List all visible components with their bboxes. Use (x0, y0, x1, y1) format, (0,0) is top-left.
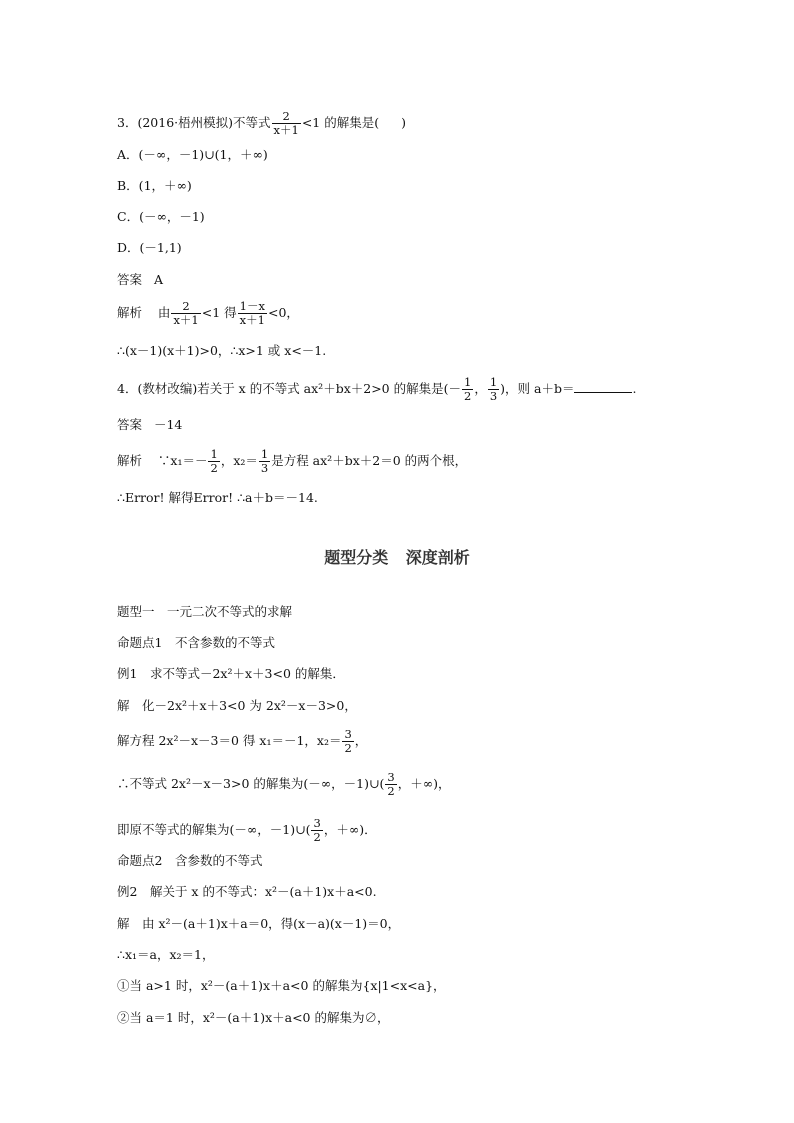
example-1-step3: ∴不等式 2x²－x－3>0 的解集为(－∞，－1)∪( $\frac{3}{2}$ ，＋∞)， (117, 770, 451, 798)
topic-heading: 题型一 一元二次不等式的求解 (117, 604, 293, 619)
q3-option-d: D．(－1,1) (117, 240, 182, 255)
section-title: 题型分类 深度剖析 (324, 548, 470, 567)
q4-analysis: 解析 ∵x₁＝－ $\frac{1}{2}$ ，x₂＝ $\frac{1}{3}$ 是方程 ax²＋bx＋2＝0 的两个根， (117, 447, 468, 475)
fraction: $\frac{1}{3}$ (489, 375, 498, 403)
fraction: $\frac{1}{2}$ (210, 447, 218, 475)
fraction: $\frac{1}{3}$ (260, 447, 269, 475)
q4-answer: 答案 －14 (117, 417, 183, 432)
example-2-step3: ①当 a>1 时，x²－(a＋1)x＋a<0 的解集为{x|1<x<a}， (117, 978, 446, 993)
fraction: $\frac{1}{2}$ (463, 375, 472, 403)
example-2-step4: ②当 a＝1 时，x²－(a＋1)x＋a<0 的解集为∅， (117, 1010, 390, 1025)
q3-stem: 3．(2016·梧州模拟)不等式 $\frac{2}{x+1}$ <1 的解集是( ) (117, 109, 406, 137)
q3-answer: 答案 A (117, 272, 163, 287)
q3-option-b: B．(1，＋∞) (117, 178, 192, 193)
point-heading: 命题点1 不含参数的不等式 (117, 635, 275, 650)
example-1-title: 例1 求不等式－2x²＋x＋3<0 的解集． (117, 666, 345, 681)
answer-blank (574, 380, 632, 393)
fraction: $\frac{1-x}{x+1}$ (239, 299, 265, 327)
q3-analysis-step2: ∴(x－1)(x＋1)>0，∴x>1 或 x<－1. (117, 343, 327, 358)
q3-analysis: 解析 由 $\frac{2}{x+1}$ <1 得 $\frac{1-x}{x+1}$ <0， (117, 299, 299, 327)
q4-analysis-step2: ∴Error! 解得Error! ∴a＋b＝－14. (117, 490, 318, 505)
q3-option-a: A．(－∞，－1)∪(1，＋∞) (117, 147, 268, 162)
fraction: $\frac{3}{2}$ (344, 727, 352, 755)
point-heading: 命题点2 含参数的不等式 (117, 853, 263, 868)
fraction: $\frac{3}{2}$ (387, 770, 395, 798)
example-1-step1: 解 化－2x²＋x＋3<0 为 2x²－x－3>0， (117, 698, 357, 713)
q4-stem: 4．(教材改编)若关于 x 的不等式 ax²＋bx＋2>0 的解集是(－ $\frac{1}{2}$ ， $\frac{1}{3}$ )，则 a＋b＝ . (117, 375, 637, 403)
fraction: $\frac{2}{x+1}$ (273, 109, 299, 137)
example-2-step2: ∴x₁＝a，x₂＝1， (117, 947, 215, 962)
example-2-step1: 解 由 x²－(a＋1)x＋a＝0，得(x－a)(x－1)＝0， (117, 916, 401, 931)
q3-option-c: C．(－∞，－1) (117, 209, 205, 224)
fraction: $\frac{3}{2}$ (313, 816, 321, 844)
fraction: $\frac{2}{x+1}$ (173, 299, 199, 327)
example-1-step2: 解方程 2x²－x－3＝0 得 x₁＝－1，x₂＝ $\frac{3}{2}$ ， (117, 727, 368, 755)
example-1-step4: 即原不等式的解集为(－∞，－1)∪( $\frac{3}{2}$ ，＋∞)． (117, 816, 377, 844)
example-2-title: 例2 解关于 x 的不等式：x²－(a＋1)x＋a<0. (117, 884, 377, 899)
